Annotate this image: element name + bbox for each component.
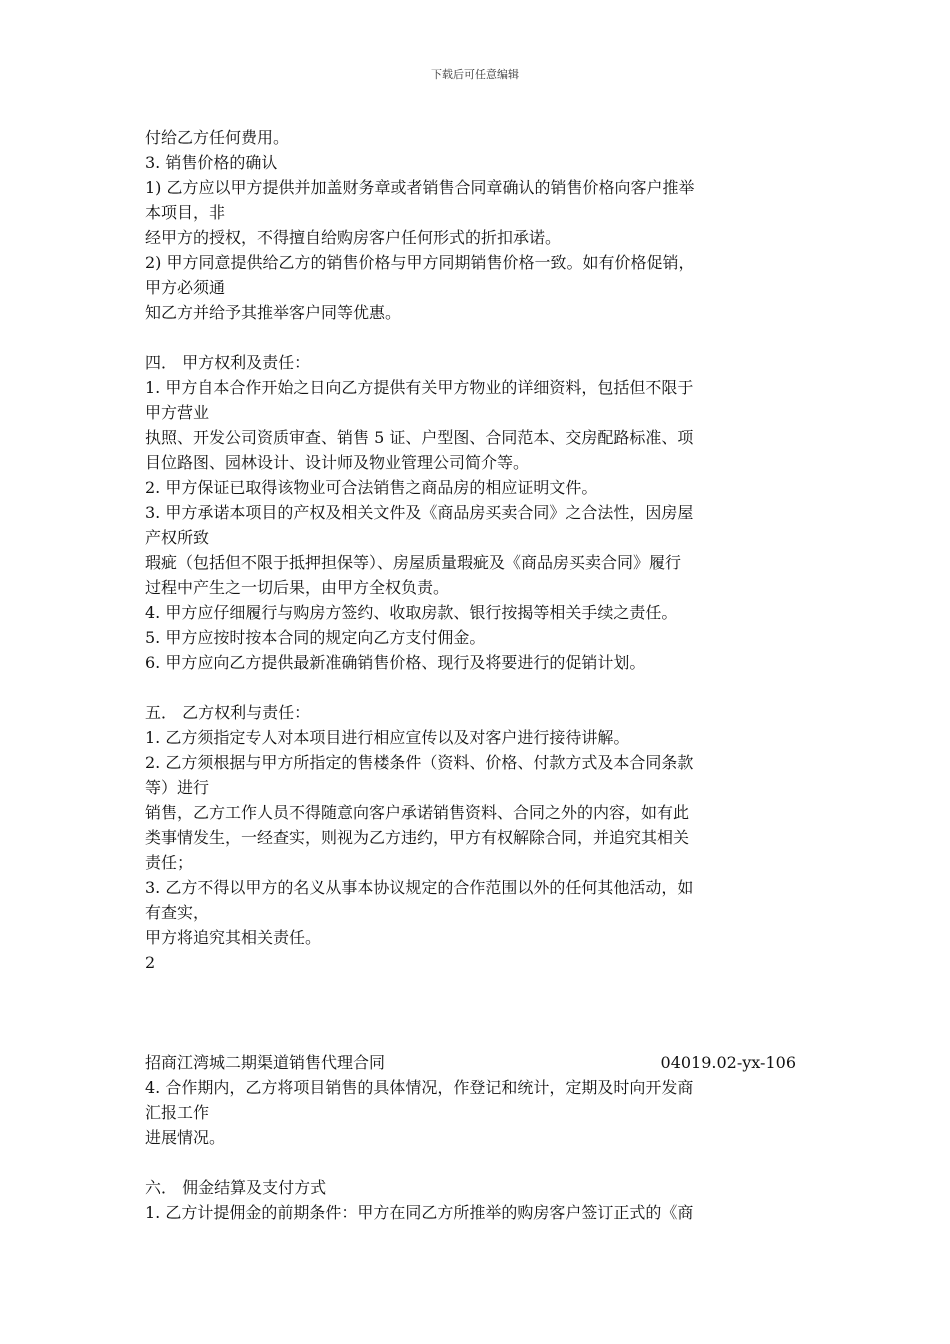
text-line: 汇报工作 [145,1103,210,1122]
text-line: 过程中产生之一切后果，由甲方全权负责。 [145,578,450,597]
section-4 [145,350,810,675]
section-title: 五． 乙方权利与责任： [145,703,311,722]
text-line: 3. 甲方承诺本项目的产权及相关文件及《商品房买卖合同》之合法性，因房屋 [145,503,694,522]
document-title-row [145,1050,810,1075]
document-code: 04019.02-yx-106 [660,1053,796,1072]
text-line: 类事情发生，一经查实，则视为乙方违约，甲方有权解除合同，并追究其相关 [145,828,690,847]
text-line: 责任； [145,853,194,872]
document-title: 招商江湾城二期渠道销售代理合同 [145,1053,386,1072]
page1-top [145,125,810,325]
text-line: 3. 乙方不得以甲方的名义从事本协议规定的合作范围以外的任何其他活动，如 [145,878,694,897]
text-line: 有查实， [145,903,210,922]
text-line: 1. 甲方自本合作开始之日向乙方提供有关甲方物业的详细资料，包括但不限于 [145,378,694,397]
text-line: 本项目，非 [145,203,226,222]
section-title: 四． 甲方权利及责任： [145,353,311,372]
document-body [145,125,810,1225]
text-line: 1. 乙方须指定专人对本项目进行相应宣传以及对客户进行接待讲解。 [145,728,630,747]
section-6 [145,1175,810,1225]
text-line: 2. 甲方保证已取得该物业可合法销售之商品房的相应证明文件。 [145,478,598,497]
text-line: 瑕疵（包括但不限于抵押担保等）、房屋质量瑕疵及《商品房买卖合同》履行 [145,553,682,572]
page-number: 2 [145,953,156,972]
section-5 [145,700,810,950]
item-4 [145,1075,810,1150]
text-line: 产权所致 [145,528,210,547]
text-line: 等）进行 [145,778,210,797]
text-line: 6. 甲方应向乙方提供最新准确销售价格、现行及将要进行的促销计划。 [145,653,646,672]
section-title: 六． 佣金结算及支付方式 [145,1178,327,1197]
text-line: 销售，乙方工作人员不得随意向客户承诺销售资料、合同之外的内容，如有此 [145,803,690,822]
text-line: 4. 甲方应仔细履行与购房方签约、收取房款、银行按揭等相关手续之责任。 [145,603,678,622]
text-line: 2) 甲方同意提供给乙方的销售价格与甲方同期销售价格一致。如有价格促销， [145,253,695,272]
text-line: 甲方必须通 [145,278,226,297]
text-line: 4. 合作期内，乙方将项目销售的具体情况，作登记和统计，定期及时向开发商 [145,1078,694,1097]
text-line: 目位路图、园林设计、设计师及物业管理公司简介等。 [145,453,530,472]
text-line: 1. 乙方计提佣金的前期条件：甲方在同乙方所推举的购房客户签订正式的《商 [145,1203,694,1222]
text-line: 1) 乙方应以甲方提供并加盖财务章或者销售合同章确认的销售价格向客户推举 [145,178,695,197]
text-line: 执照、开发公司资质审查、销售 5 证、户型图、合同范本、交房配路标准、项 [145,428,694,447]
text-line: 知乙方并给予其推举客户同等优惠。 [145,303,402,322]
text-line: 甲方将追究其相关责任。 [145,928,322,947]
text-line: 甲方营业 [145,403,210,422]
text-line: 5. 甲方应按时按本合同的规定向乙方支付佣金。 [145,628,486,647]
text-line: 付给乙方任何费用。 [145,128,290,147]
text-line: 经甲方的授权，不得擅自给购房客户任何形式的折扣承诺。 [145,228,562,247]
text-line: 进展情况。 [145,1128,226,1147]
text-line: 2. 乙方须根据与甲方所指定的售楼条件（资料、价格、付款方式及本合同条款 [145,753,694,772]
page-header: 下载后可任意编辑 [431,68,519,81]
text-line: 3. 销售价格的确认 [145,153,278,172]
